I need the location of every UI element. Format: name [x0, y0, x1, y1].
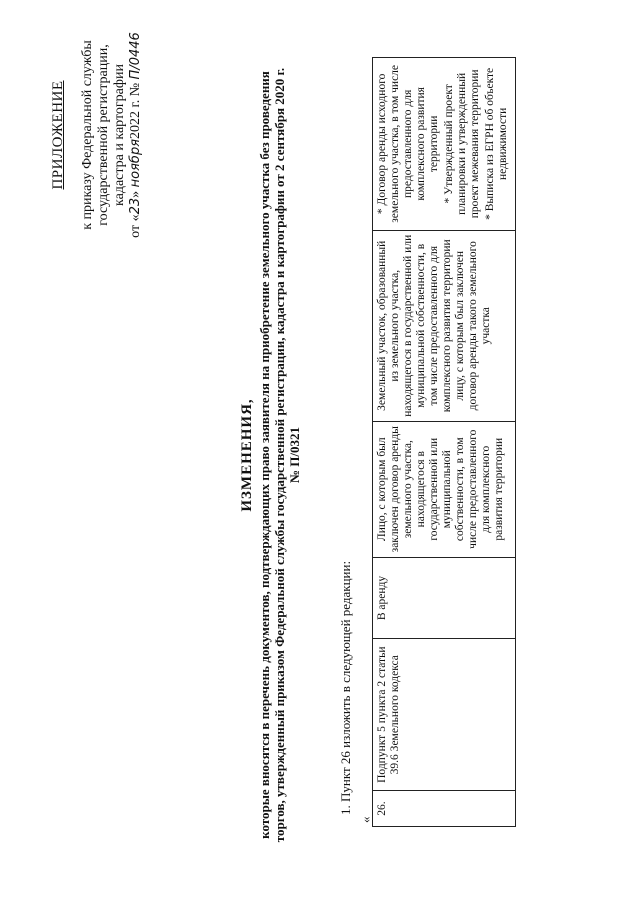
order-number: П/0446: [128, 32, 143, 80]
intro-text: 1. Пункт 26 изложить в следующей редакции:: [338, 560, 353, 815]
date-year: 2022 г. №: [128, 79, 143, 139]
appendix-header: [50, 15, 144, 255]
appendix-heading: ПРИЛОЖЕНИЕ: [50, 80, 66, 190]
row-number: 26.: [373, 791, 516, 827]
title-text: которые вносятся в перечень документов, подтверждающих право заявителя на приобретение земельного участка без проведения торгов, утвержденный приказом Федеральной службы государственной регистрации, кадастра и картографии от 2 сентября 2020 г. № П/0321: [257, 67, 302, 843]
legal-basis: Подпункт 5 пункта 2 статьи 39.6 Земельного кодекса: [373, 639, 516, 791]
date-month: ноября: [128, 138, 143, 188]
document-item: * Утвержденный проект планировки и утвержденный проект межевания территории: [443, 69, 481, 219]
applicant: Лицо, с которым был заключен договор аренды земельного участка, находящегося в государственной или муниципальной собственности, в том числе предоставленного для комплексного развития территории: [373, 421, 516, 557]
quote-open: «: [358, 816, 373, 823]
table-row: [373, 58, 516, 827]
document-item: * Выписка из ЕГРН об объекте недвижимости: [484, 67, 509, 220]
land-plot: Земельный участок, образованный из земельного участка, находящегося в государственной или муниципальной собственности, в том числе предоставленного для комплексного развития территории лицу, с которым был заключен договор аренды такого земельного участка: [373, 230, 516, 421]
appendix-line-1: к приказу Федеральной службы: [80, 40, 95, 230]
documents-table: [372, 57, 516, 827]
appendix-line-2: государственной регистрации,: [96, 44, 111, 226]
right-type: В аренду: [373, 557, 516, 639]
appendix-line-3: кадастра и картографии: [112, 64, 127, 206]
appendix-date-line: [128, 15, 144, 255]
date-mid: »: [128, 187, 143, 198]
documents-list: [373, 58, 516, 231]
date-day: 23: [128, 197, 143, 215]
date-prefix: от «: [128, 214, 143, 238]
title-main: ИЗМЕНЕНИЯ,: [239, 398, 255, 512]
document-title: [240, 65, 302, 845]
document-item: * Договор аренды исходного земельного участка, в том числе предоставленного для комплексного развития территории: [376, 64, 440, 223]
